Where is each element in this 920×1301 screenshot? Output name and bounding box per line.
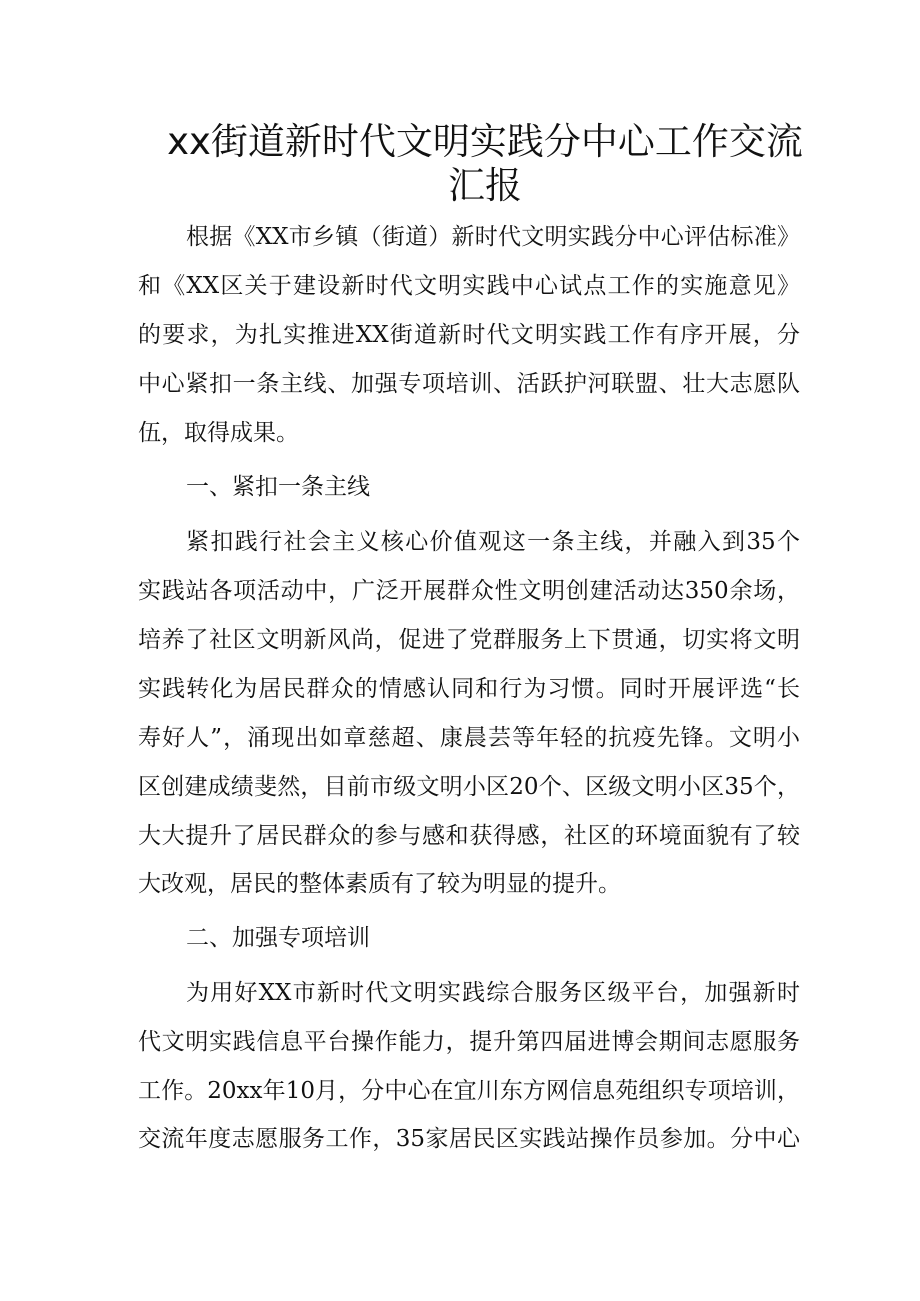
section-1-line: 培养了社区文明新风尚，促进了党群服务上下贯通，切实将文明 [138, 627, 800, 653]
section-1-line: 大改观，居民的整体素质有了较为明显的提升。 [138, 871, 621, 897]
section-1-line: 大大提升了居民群众的参与感和获得感，社区的环境面貌有了较 [138, 823, 800, 849]
section-1-line: 实践转化为居民群众的情感认同和行为习惯。同时开展评选“长 [138, 676, 800, 702]
section-1-line: 寿好人”，涌现出如章慈超、康晨芸等年轻的抗疫先锋。文明小 [138, 725, 800, 751]
document-title-line-2: 汇报 [448, 164, 522, 207]
intro-line: 根据《XX市乡镇（街道）新时代文明实践分中心评估标准》 [186, 224, 800, 250]
section-2-line: 代文明实践信息平台操作能力，提升第四届进博会期间志愿服务 [138, 1029, 800, 1055]
section-2-line: 交流年度志愿服务工作，35家居民区实践站操作员参加。分中心 [138, 1126, 800, 1152]
section-1-line: 紧扣践行社会主义核心价值观这一条主线，并融入到35个 [186, 529, 800, 555]
section-2-line: 工作。20xx年10月，分中心在宜川东方网信息苑组织专项培训， [138, 1078, 800, 1104]
section-1-line: 实践站各项活动中，广泛开展群众性文明创建活动达350余场， [138, 578, 800, 604]
section-2-heading: 二、加强专项培训 [186, 925, 370, 951]
document-title-line-1: xx街道新时代文明实践分中心工作交流 [167, 120, 803, 163]
intro-line: 的要求，为扎实推进XX街道新时代文明实践工作有序开展，分 [138, 322, 800, 348]
section-2-line: 为用好XX市新时代文明实践综合服务区级平台，加强新时 [186, 980, 800, 1006]
intro-line: 中心紧扣一条主线、加强专项培训、活跃护河联盟、壮大志愿队 [138, 371, 800, 397]
intro-line: 伍，取得成果。 [138, 420, 299, 446]
section-1-line: 区创建成绩斐然，目前市级文明小区20个、区级文明小区35个， [138, 774, 800, 800]
section-1-heading: 一、紧扣一条主线 [186, 474, 370, 500]
intro-line: 和《XX区关于建设新时代文明实践中心试点工作的实施意见》 [138, 273, 800, 299]
